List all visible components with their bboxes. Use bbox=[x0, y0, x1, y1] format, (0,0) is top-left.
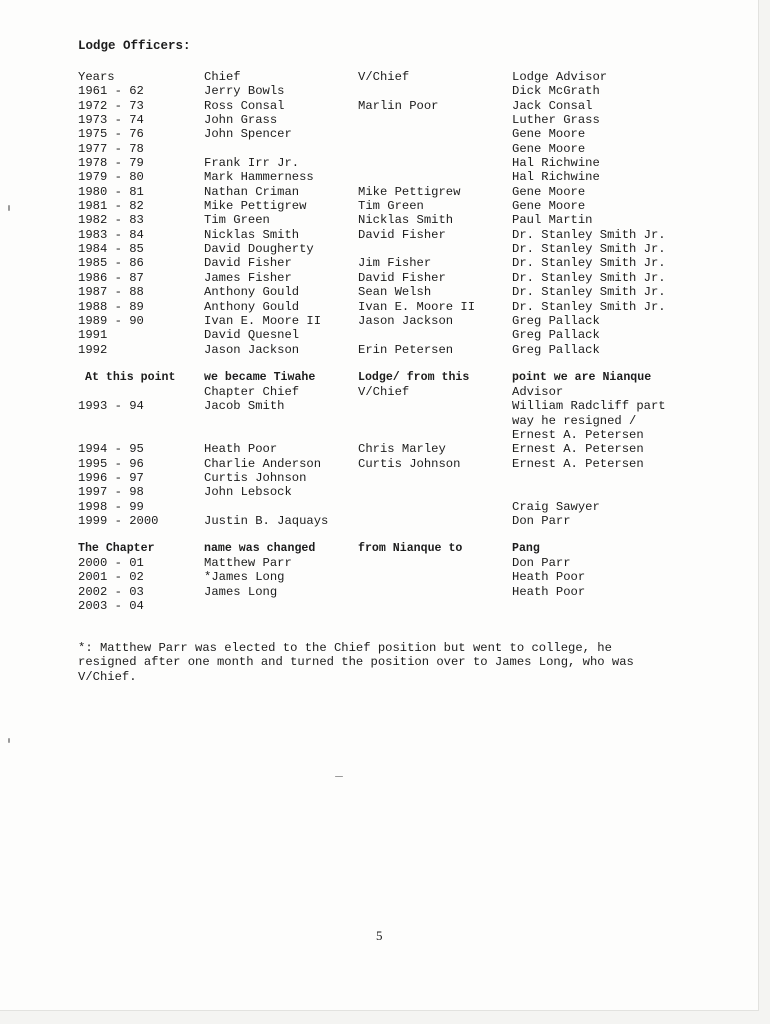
vice-chief-cell: Mike Pettigrew bbox=[358, 184, 461, 199]
chief-cell: Charlie Anderson bbox=[204, 456, 322, 471]
chief-cell: Mike Pettigrew bbox=[204, 199, 307, 214]
advisor-cell: Advisor bbox=[512, 385, 564, 399]
advisor-cell: Ernest A. Petersen bbox=[512, 456, 644, 471]
chief-cell: David Fisher bbox=[204, 256, 292, 271]
advisor-cell: Don Parr bbox=[512, 556, 571, 570]
advisor-cell: Luther Grass bbox=[512, 113, 600, 128]
scan-speck bbox=[335, 776, 343, 777]
year-cell: 1978 - 79 bbox=[78, 156, 144, 171]
scan-speck bbox=[8, 205, 10, 211]
year-cell: 1998 - 99 bbox=[78, 499, 144, 514]
advisor-cell: Gene Moore bbox=[512, 199, 586, 214]
year-cell: 1994 - 95 bbox=[78, 442, 144, 457]
advisor-cell: Dr. Stanley Smith Jr. bbox=[512, 285, 666, 300]
year-cell: 1993 - 94 bbox=[78, 399, 144, 414]
vice-chief-cell: Nicklas Smith bbox=[358, 213, 454, 228]
chief-cell: Chapter Chief bbox=[204, 385, 300, 399]
chief-cell: Anthony Gould bbox=[204, 299, 300, 314]
year-cell: 1999 - 2000 bbox=[78, 514, 159, 529]
advisor-cell: Dr. Stanley Smith Jr. bbox=[512, 242, 666, 257]
chief-cell: Jason Jackson bbox=[204, 342, 300, 357]
year-cell: 2002 - 03 bbox=[78, 584, 144, 599]
year-cell: 2000 - 01 bbox=[78, 556, 144, 570]
year-cell: 1995 - 96 bbox=[78, 456, 144, 471]
advisor-cell: Dick McGrath bbox=[512, 84, 600, 99]
footnote-line: V/Chief. bbox=[78, 669, 137, 684]
year-cell: 1980 - 81 bbox=[78, 184, 144, 199]
year-cell: 1973 - 74 bbox=[78, 113, 144, 128]
transition-text: Lodge/ from this bbox=[358, 371, 470, 384]
advisor-cell: way he resigned / bbox=[512, 413, 637, 428]
chief-cell: Frank Irr Jr. bbox=[204, 156, 300, 171]
vice-chief-cell: Erin Petersen bbox=[358, 342, 454, 357]
year-cell: 1977 - 78 bbox=[78, 141, 144, 156]
advisor-cell: Ernest A. Petersen bbox=[512, 428, 644, 443]
chief-cell: Jerry Bowls bbox=[204, 84, 285, 99]
page-title: Lodge Officers: bbox=[78, 39, 191, 53]
transition-text: At this point bbox=[85, 371, 176, 384]
chief-cell: Matthew Parr bbox=[204, 556, 292, 570]
advisor-cell: Paul Martin bbox=[512, 213, 593, 228]
footnote bbox=[78, 641, 678, 684]
chief-cell: John Lebsock bbox=[204, 485, 292, 500]
advisor-cell: Lodge Advisor bbox=[512, 70, 608, 84]
advisor-cell: Gene Moore bbox=[512, 184, 586, 199]
chief-cell: Mark Hammerness bbox=[204, 170, 314, 185]
advisor-cell: Gene Moore bbox=[512, 141, 586, 156]
vice-chief-cell: Jim Fisher bbox=[358, 256, 432, 271]
year-cell: 1988 - 89 bbox=[78, 299, 144, 314]
vice-chief-cell: David Fisher bbox=[358, 227, 446, 242]
transition-text: The Chapter bbox=[78, 542, 155, 555]
advisor-cell: Greg Pallack bbox=[512, 328, 600, 343]
advisor-cell: Jack Consal bbox=[512, 98, 593, 113]
chief-cell: Ivan E. Moore II bbox=[204, 313, 322, 328]
year-cell: 2003 - 04 bbox=[78, 599, 144, 614]
footnote-line: *: Matthew Parr was elected to the Chief position but went to college, he bbox=[78, 641, 612, 655]
advisor-cell: William Radcliff part bbox=[512, 399, 666, 414]
chief-cell: Nathan Criman bbox=[204, 184, 300, 199]
chief-cell: Nicklas Smith bbox=[204, 227, 300, 242]
transition-text: we became Tiwahe bbox=[204, 371, 316, 384]
chief-cell: James Long bbox=[204, 584, 278, 599]
advisor-cell: Dr. Stanley Smith Jr. bbox=[512, 256, 666, 271]
year-cell: 1961 - 62 bbox=[78, 84, 144, 99]
advisor-cell: Dr. Stanley Smith Jr. bbox=[512, 299, 666, 314]
year-cell: 1972 - 73 bbox=[78, 98, 144, 113]
vice-chief-cell: David Fisher bbox=[358, 270, 446, 285]
year-cell: 1979 - 80 bbox=[78, 170, 144, 185]
vice-chief-cell: Tim Green bbox=[358, 199, 424, 214]
chief-cell: Tim Green bbox=[204, 213, 270, 228]
year-cell: 1997 - 98 bbox=[78, 485, 144, 500]
chief-cell: *James Long bbox=[204, 570, 285, 585]
vice-chief-cell: V/Chief bbox=[358, 385, 410, 399]
vice-chief-cell: Chris Marley bbox=[358, 442, 446, 457]
page-number: 5 bbox=[376, 928, 383, 943]
year-cell: 1986 - 87 bbox=[78, 270, 144, 285]
chief-cell: David Dougherty bbox=[204, 242, 314, 257]
vice-chief-cell: V/Chief bbox=[358, 70, 410, 84]
advisor-cell: Craig Sawyer bbox=[512, 499, 600, 514]
year-cell: 1987 - 88 bbox=[78, 285, 144, 300]
transition-text: Pang bbox=[512, 542, 540, 555]
advisor-cell: Dr. Stanley Smith Jr. bbox=[512, 270, 666, 285]
advisor-cell: Heath Poor bbox=[512, 584, 586, 599]
transition-text: point we are Nianque bbox=[512, 371, 652, 384]
scan-speck bbox=[8, 738, 10, 743]
year-cell: 1996 - 97 bbox=[78, 471, 144, 486]
chief-cell: John Spencer bbox=[204, 127, 292, 142]
advisor-cell: Greg Pallack bbox=[512, 313, 600, 328]
chief-cell: John Grass bbox=[204, 113, 278, 128]
advisor-cell: Hal Richwine bbox=[512, 170, 600, 185]
year-cell: 1983 - 84 bbox=[78, 227, 144, 242]
footnote-line: resigned after one month and turned the position over to James Long, who was bbox=[78, 655, 634, 670]
chief-cell: Ross Consal bbox=[204, 98, 285, 113]
chief-cell: James Fisher bbox=[204, 270, 292, 285]
advisor-cell: Ernest A. Petersen bbox=[512, 442, 644, 457]
vice-chief-cell: Curtis Johnson bbox=[358, 456, 461, 471]
advisor-cell: Hal Richwine bbox=[512, 156, 600, 171]
transition-text: name was changed bbox=[204, 542, 316, 555]
advisor-cell: Greg Pallack bbox=[512, 342, 600, 357]
chief-cell: Anthony Gould bbox=[204, 285, 300, 300]
year-cell: 1975 - 76 bbox=[78, 127, 144, 142]
year-cell: Years bbox=[78, 70, 115, 84]
vice-chief-cell: Sean Welsh bbox=[358, 285, 432, 300]
vice-chief-cell: Jason Jackson bbox=[358, 313, 454, 328]
year-cell: 1984 - 85 bbox=[78, 242, 144, 257]
chief-cell: Justin B. Jaquays bbox=[204, 514, 329, 529]
advisor-cell: Heath Poor bbox=[512, 570, 586, 585]
year-cell: 1981 - 82 bbox=[78, 199, 144, 214]
vice-chief-cell: Marlin Poor bbox=[358, 98, 439, 113]
year-cell: 2001 - 02 bbox=[78, 570, 144, 585]
year-cell: 1982 - 83 bbox=[78, 213, 144, 228]
advisor-cell: Don Parr bbox=[512, 514, 571, 529]
chief-cell: Heath Poor bbox=[204, 442, 278, 457]
chief-cell: Chief bbox=[204, 70, 241, 84]
advisor-cell: Dr. Stanley Smith Jr. bbox=[512, 227, 666, 242]
chief-cell: Curtis Johnson bbox=[204, 471, 307, 486]
year-cell: 1989 - 90 bbox=[78, 313, 144, 328]
chief-cell: Jacob Smith bbox=[204, 399, 285, 414]
transition-text: from Nianque to bbox=[358, 542, 463, 555]
advisor-cell: Gene Moore bbox=[512, 127, 586, 142]
year-cell: 1985 - 86 bbox=[78, 256, 144, 271]
chief-cell: David Quesnel bbox=[204, 328, 300, 343]
year-cell: 1991 bbox=[78, 328, 108, 343]
vice-chief-cell: Ivan E. Moore II bbox=[358, 299, 476, 314]
year-cell: 1992 bbox=[78, 342, 108, 357]
